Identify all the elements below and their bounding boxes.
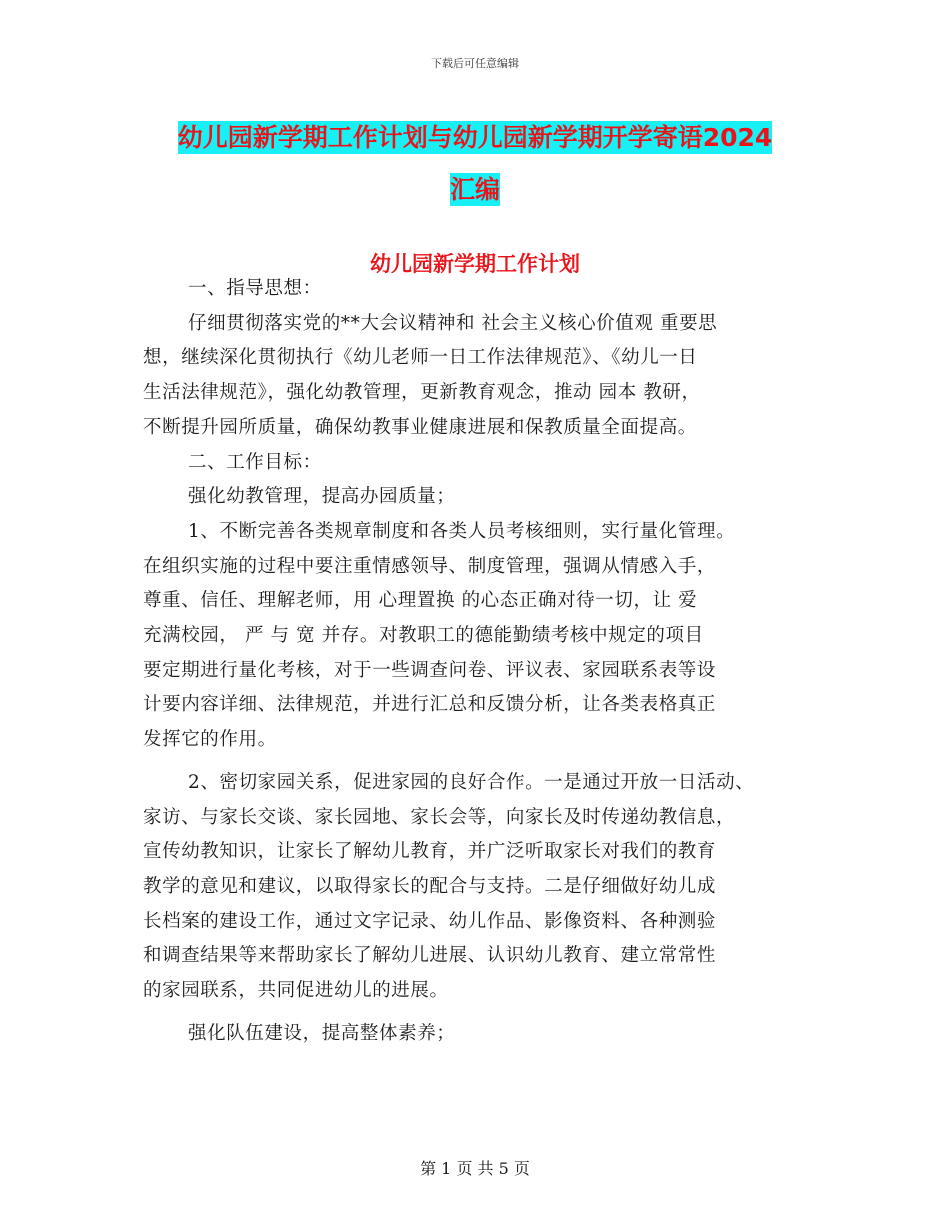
document-title-line-2: 汇编 — [449, 175, 500, 204]
section-title: 幼儿园新学期工作计划 — [370, 252, 580, 276]
paragraph-line: 1、不断完善各类规章制度和各类人员考核细则，实行量化管理。 — [188, 520, 736, 542]
paragraph-line: 生活法律规范》，强化幼教管理，更新教育观念，推动 园本 教研， — [143, 382, 701, 404]
paragraph-line: 想，继续深化贯彻执行《幼儿老师一日工作法律规范》、《幼儿一日 — [143, 347, 698, 369]
paragraph-line: 强化幼教管理，提高办园质量； — [188, 486, 456, 508]
paragraph-line: 长档案的建设工作，通过文字记录、幼儿作品、影像资料、各种测验 — [143, 910, 717, 932]
document-title — [140, 112, 810, 216]
body-text — [143, 272, 833, 1051]
paragraph-line: 在组织实施的过程中要注重情感领导、制度管理，强调从情感入手， — [143, 555, 717, 577]
page-footer: 第 1 页 共 5 页 — [420, 1159, 530, 1178]
paragraph-line: 强化队伍建设，提高整体素养； — [188, 1022, 456, 1044]
heading-guiding-ideology: 一、指导思想： — [188, 278, 322, 299]
paragraph-line: 发挥它的作用。 — [143, 729, 277, 751]
paragraph-line: 尊重、信任、理解老师，用 心理置换 的心态正确对待一切，让 爱 — [143, 590, 698, 612]
header-note: 下载后可任意编辑 — [431, 57, 519, 70]
paragraph-line: 计要内容详细、法律规范，并进行汇总和反馈分析，让各类表格真正 — [143, 694, 717, 716]
paragraph-line: 和调查结果等来帮助家长了解幼儿进展、认识幼儿教育、建立常常性 — [143, 945, 717, 967]
paragraph-line: 仔细贯彻落实党的**大会议精神和 社会主义核心价值观 重要思 — [188, 312, 718, 334]
paragraph-line: 充满校园， 严 与 宽 并存。对教职工的德能勤绩考核中规定的项目 — [143, 625, 704, 647]
paragraph-line: 的家园联系，共同促进幼儿的进展。 — [143, 980, 449, 1002]
paragraph-line: 教学的意见和建议，以取得家长的配合与支持。二是仔细做好幼儿成 — [143, 875, 717, 897]
paragraph-line: 宣传幼教知识，让家长了解幼儿教育，并广泛听取家长对我们的教育 — [143, 841, 717, 863]
paragraph-line: 不断提升园所质量，确保幼教事业健康进展和保教质量全面提高。 — [143, 416, 697, 438]
document-title-line-1: 幼儿园新学期工作计划与幼儿园新学期开学寄语2024 — [177, 123, 773, 152]
paragraph-line: 家访、与家长交谈、家长园地、家长会等，向家长及时传递幼教信息， — [143, 806, 736, 828]
paragraph-line: 要定期进行量化考核，对于一些调查问卷、评议表、家园联系表等设 — [143, 659, 717, 681]
heading-work-goals: 二、工作目标： — [188, 451, 322, 473]
paragraph-line: 2、密切家园关系，促进家园的良好合作。一是通过开放一日活动、 — [188, 771, 755, 793]
